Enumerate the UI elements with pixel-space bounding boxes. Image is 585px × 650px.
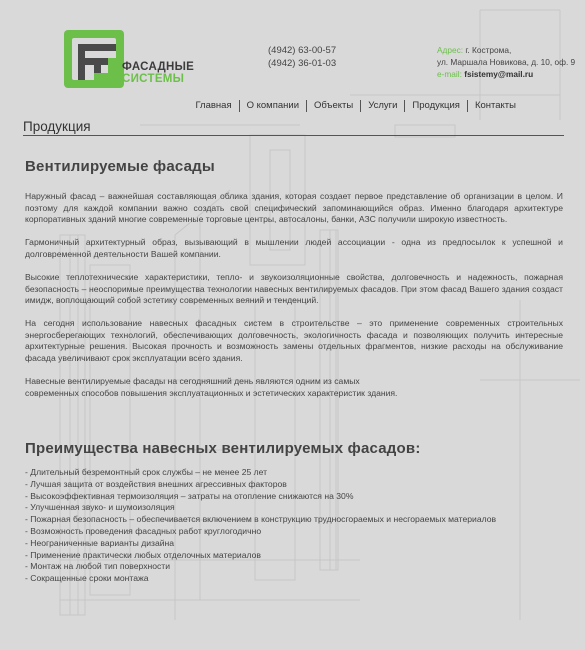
main-nav — [188, 100, 523, 112]
list-item: - Возможность проведения фасадных работ круглогодично — [25, 525, 262, 536]
logo-text-line2: СИСТЕМЫ — [122, 73, 185, 85]
advantages-heading: Преимущества навесных вентилируемых фасадов: — [25, 440, 421, 457]
list-item: - Сокращенные сроки монтажа — [25, 573, 149, 584]
nav-item-objects[interactable]: Объекты — [306, 100, 360, 112]
email-link[interactable]: fsistemy@mail.ru — [464, 69, 534, 79]
list-item: - Высокоэффективная термоизоляция – затраты на отопление снижаются на 30% — [25, 490, 354, 501]
paragraph-5-line-1: Навесные вентилируемые фасады на сегодняшний день являются одним из самых — [25, 376, 360, 387]
list-item: - Длительный безремонтный срок службы – не менее 25 лет — [25, 467, 268, 477]
nav-item-services[interactable]: Услуги — [360, 100, 404, 112]
list-item: - Монтаж на любой тип поверхности — [25, 561, 171, 572]
list-item: - Неограниченные варианты дизайна — [25, 537, 175, 548]
section-divider — [23, 135, 564, 136]
paragraph-2: Гармоничный архитектурный образ, вызывающий в мышлении людей ассоциации - одна из предпосылок к успешной и долговременной деятельности Вашей компании. — [25, 237, 563, 259]
header — [0, 0, 585, 120]
list-item: - Улучшенная звуко- и шумоизоляция — [25, 502, 175, 513]
address-label: Адрес: — [437, 45, 464, 55]
nav-item-about[interactable]: О компании — [239, 100, 306, 112]
phone-block — [268, 44, 336, 70]
paragraph-1: Наружный фасад – важнейшая составляющая облика здания, которая создает первое представление об организации в целом. И поэтому для каждой компании важно создать свой специфический запоминающийся образ. Именно благодаря архитектуре корпоративных зданий многие современные торговые центры, автосалоны, банки, АЗС получили широкую известность. — [25, 191, 563, 225]
email-line — [437, 68, 575, 80]
list-item: - Применение практически любых отделочных материалов — [25, 549, 261, 560]
paragraph-5-line-2: современных способов повышения эксплуатационных и эстетических характеристик здания. — [25, 387, 398, 398]
address-line-1 — [437, 44, 575, 56]
nav-item-home[interactable]: Главная — [195, 100, 232, 111]
main-content — [25, 158, 563, 399]
nav-item-contacts[interactable]: Контакты — [467, 100, 523, 112]
contact-block — [437, 44, 575, 80]
section-title: Продукция — [23, 119, 91, 134]
paragraph-3: Высокие теплотехнические характеристики, тепло- и звукоизоляционные свойства, долговечность и надежность, пожарная безопасность – неоспоримые преимущества технологии навесных вентилируемых фасадов. При этом фасад Вашего здания создаст имидж, воплощающий собой эстетику современных веяний и тенденций. — [25, 271, 563, 306]
paragraph-5 — [25, 376, 563, 399]
advantages-list — [25, 467, 496, 585]
address-street: ул. Маршала Новикова, д. 10, оф. 9 — [437, 57, 576, 67]
paragraph-4: На сегодня использование навесных фасадных систем в строительстве – это применение современных строительных энергосберегающих технологий, обеспечивающих долговечность, экологичность фасада и позволяющих получить интересные архитектурные решения. Высокая прочность и возможность замены отдельных фрагментов, низкие расходы на обслуживание фасада увеличивают срок эксплуатации всего здания. — [25, 318, 563, 364]
logo-text-line1: ФАСАДНЫЕ — [122, 61, 195, 73]
address-city: г. Кострома, — [465, 45, 512, 55]
phone-number-2: (4942) 36-01-03 — [268, 58, 337, 69]
list-item: - Лучшая защита от воздействия внешних агрессивных факторов — [25, 478, 287, 489]
page-heading: Вентилируемые фасады — [25, 158, 215, 175]
phone-number-1: (4942) 63-00-57 — [268, 45, 337, 56]
email-label: e-mail: — [437, 69, 462, 79]
list-item: - Пожарная безопасность – обеспечивается включением в конструкцию трудносгораемых и несгораемых материалов — [25, 514, 497, 525]
nav-item-products[interactable]: Продукция — [404, 100, 467, 112]
